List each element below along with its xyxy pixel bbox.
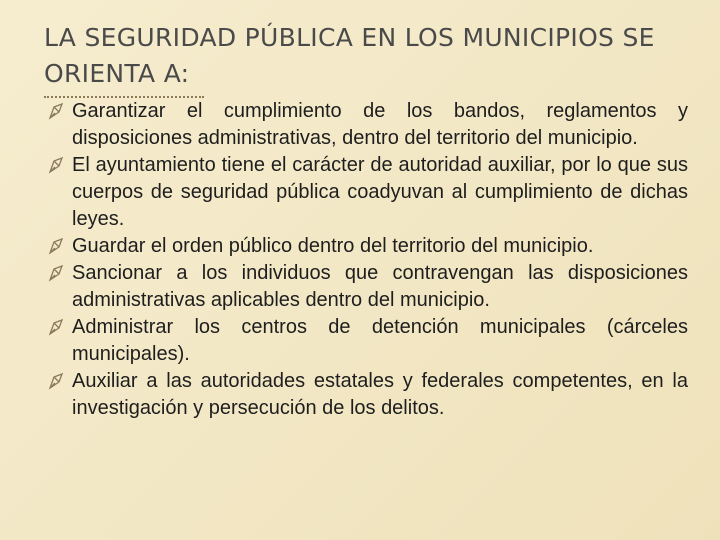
bullet-text: Auxiliar a las autoridades estatales y federales competentes, en la investigación y persecución de los delitos. xyxy=(72,370,688,419)
slide-title: LA SEGURIDAD PÚBLICA EN LOS MUNICIPIOS SE ORIENTA A: xyxy=(44,23,655,88)
bullet-item xyxy=(44,368,688,422)
bullet-list xyxy=(44,98,688,422)
pen-nib-icon xyxy=(48,102,64,120)
bullet-text: Sancionar a los individuos que contravengan las disposiciones administrativas aplicables dentro del municipio. xyxy=(72,262,688,311)
pen-nib-icon xyxy=(48,156,64,174)
pen-nib-icon xyxy=(48,372,64,390)
bullet-item xyxy=(44,314,688,368)
pen-nib-icon xyxy=(48,318,64,336)
pen-nib-icon xyxy=(48,237,64,255)
bullet-text: Administrar los centros de detención municipales (cárceles municipales). xyxy=(72,316,688,365)
bullet-text: Guardar el orden público dentro del territorio del municipio. xyxy=(72,235,594,257)
pen-nib-icon xyxy=(48,264,64,282)
bullet-text: El ayuntamiento tiene el carácter de autoridad auxiliar, por lo que sus cuerpos de seguridad pública coadyuvan al cumplimiento de dichas leyes. xyxy=(72,154,688,230)
bullet-item xyxy=(44,260,688,314)
bullet-item xyxy=(44,233,688,260)
bullet-item xyxy=(44,98,688,152)
bullet-text: Garantizar el cumplimiento de los bandos, reglamentos y disposiciones administrativas, dentro del territorio del municipio. xyxy=(72,100,688,149)
bullet-item xyxy=(44,152,688,233)
